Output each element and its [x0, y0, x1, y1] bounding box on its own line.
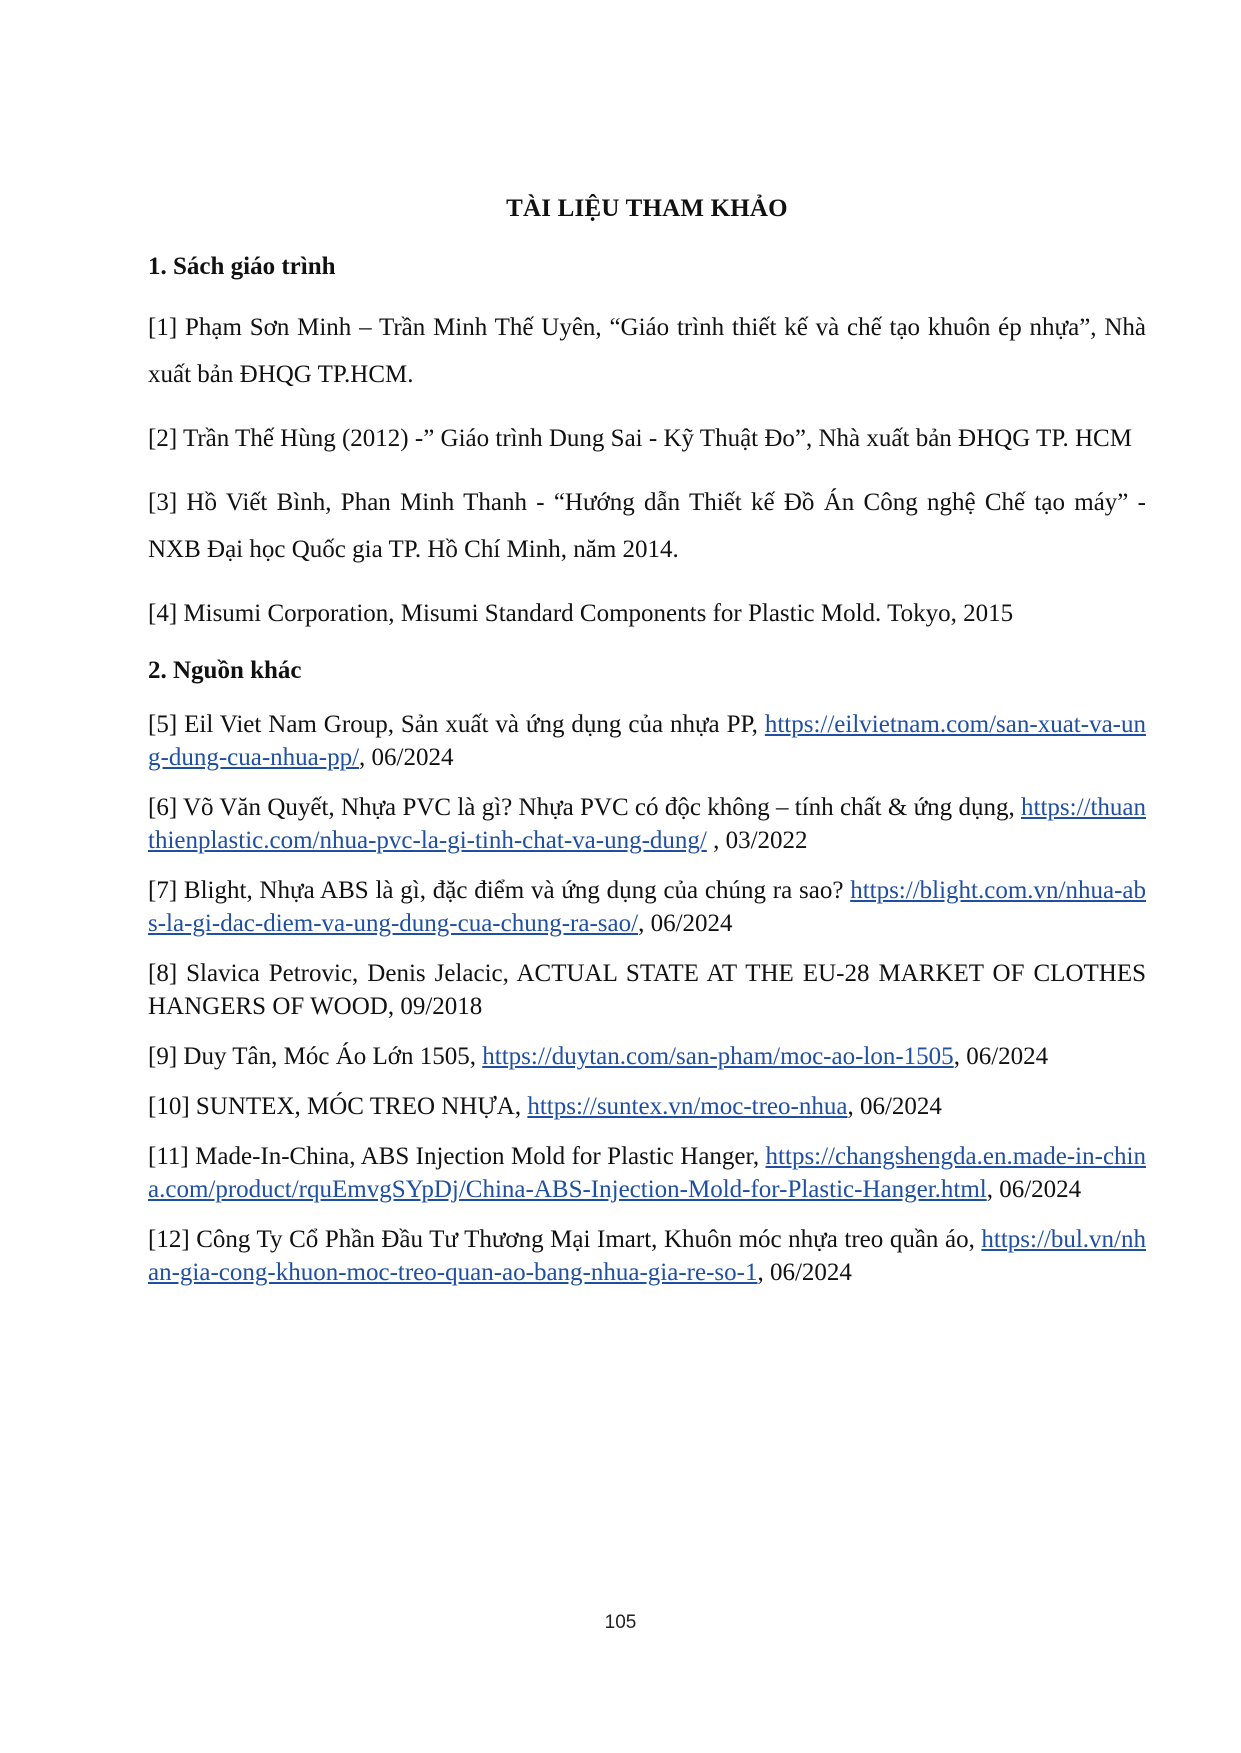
reference-11-text: [11] Made-In-China, ABS Injection Mold for Plastic Hanger, — [148, 1143, 766, 1170]
reference-5-link[interactable]: https://eilvietnam.com/san-xuat-va-ung-dung-cua-nhua-pp/ — [148, 711, 1146, 771]
reference-6-date: , 03/2022 — [706, 827, 808, 854]
reference-7-text: [7] Blight, Nhựa ABS là gì, đặc điểm và ứng dụng của chúng ra sao? — [148, 877, 851, 904]
reference-12-link[interactable]: https://bul.vn/nhan-gia-cong-khuon-moc-treo-quan-ao-bang-nhua-gia-re-so-1 — [148, 1226, 1146, 1286]
reference-10-link[interactable]: https://suntex.vn/moc-treo-nhua — [527, 1093, 848, 1120]
reference-12-date: , 06/2024 — [757, 1259, 852, 1286]
reference-6-text: [6] Võ Văn Quyết, Nhựa PVC là gì? Nhựa PVC có độc không – tính chất & ứng dụng, — [148, 794, 1021, 821]
reference-11-link[interactable]: https://changshengda.en.made-in-china.com/product/rquEmvgSYpDj/China-ABS-Injection-Mold-for-Plastic-Hanger.html — [148, 1143, 1146, 1203]
reference-9 — [148, 1040, 1146, 1073]
reference-7-link[interactable]: https://blight.com.vn/nhua-abs-la-gi-dac-diem-va-ung-dung-cua-chung-ra-sao/ — [148, 877, 1146, 937]
reference-1: [1] Phạm Sơn Minh – Trần Minh Thế Uyên, “Giáo trình thiết kế và chế tạo khuôn ép nhựa”, Nhà xuất bản ĐHQG TP.HCM. — [148, 314, 1146, 388]
reference-5-text: [5] Eil Viet Nam Group, Sản xuất và ứng dụng của nhựa PP, — [148, 711, 765, 738]
section-heading-textbooks: 1. Sách giáo trình — [148, 253, 336, 280]
reference-9-text: [9] Duy Tân, Móc Áo Lớn 1505, — [148, 1043, 483, 1070]
page-title: TÀI LIỆU THAM KHẢO — [506, 195, 788, 222]
reference-5-date: , 06/2024 — [359, 744, 454, 771]
reference-6 — [148, 791, 1146, 857]
reference-8-text: [8] Slavica Petrovic, Denis Jelacic, ACTUAL STATE AT THE EU-28 MARKET OF CLOTHES HANGERS OF WOOD, 09/2018 — [148, 960, 1146, 1020]
reference-3: [3] Hồ Viết Bình, Phan Minh Thanh - “Hướng dẫn Thiết kế Đồ Án Công nghệ Chế tạo máy” - NXB Đại học Quốc gia TP. Hồ Chí Minh, năm 2014. — [148, 489, 1146, 563]
reference-9-date: , 06/2024 — [953, 1043, 1049, 1070]
reference-11 — [148, 1140, 1146, 1206]
reference-10-text: [10] SUNTEX, MÓC TREO NHỰA, — [148, 1093, 528, 1120]
reference-11-date: , 06/2024 — [986, 1176, 1082, 1203]
reference-4: [4] Misumi Corporation, Misumi Standard Components for Plastic Mold. Tokyo, 2015 — [148, 600, 1014, 627]
reference-7-date: , 06/2024 — [638, 910, 733, 937]
reference-7 — [148, 874, 1146, 940]
section-heading-other-sources: 2. Nguồn khác — [148, 657, 302, 684]
reference-8 — [148, 957, 1146, 1023]
reference-6-link[interactable]: https://thuanthienplastic.com/nhua-pvc-la-gi-tinh-chat-va-ung-dung/ — [148, 794, 1146, 854]
reference-5 — [148, 708, 1146, 774]
reference-2: [2] Trần Thế Hùng (2012) -” Giáo trình Dung Sai - Kỹ Thuật Đo”, Nhà xuất bản ĐHQG TP. HCM — [148, 425, 1132, 452]
reference-12 — [148, 1223, 1146, 1289]
reference-10 — [148, 1090, 1146, 1123]
page-content — [148, 192, 1146, 1306]
page-number: 105 — [604, 1612, 637, 1633]
reference-12-text: [12] Công Ty Cổ Phần Đầu Tư Thương Mại Imart, Khuôn móc nhựa treo quần áo, — [148, 1226, 982, 1253]
reference-10-date: , 06/2024 — [847, 1093, 942, 1120]
reference-9-link[interactable]: https://duytan.com/san-pham/moc-ao-lon-1505 — [482, 1043, 954, 1070]
